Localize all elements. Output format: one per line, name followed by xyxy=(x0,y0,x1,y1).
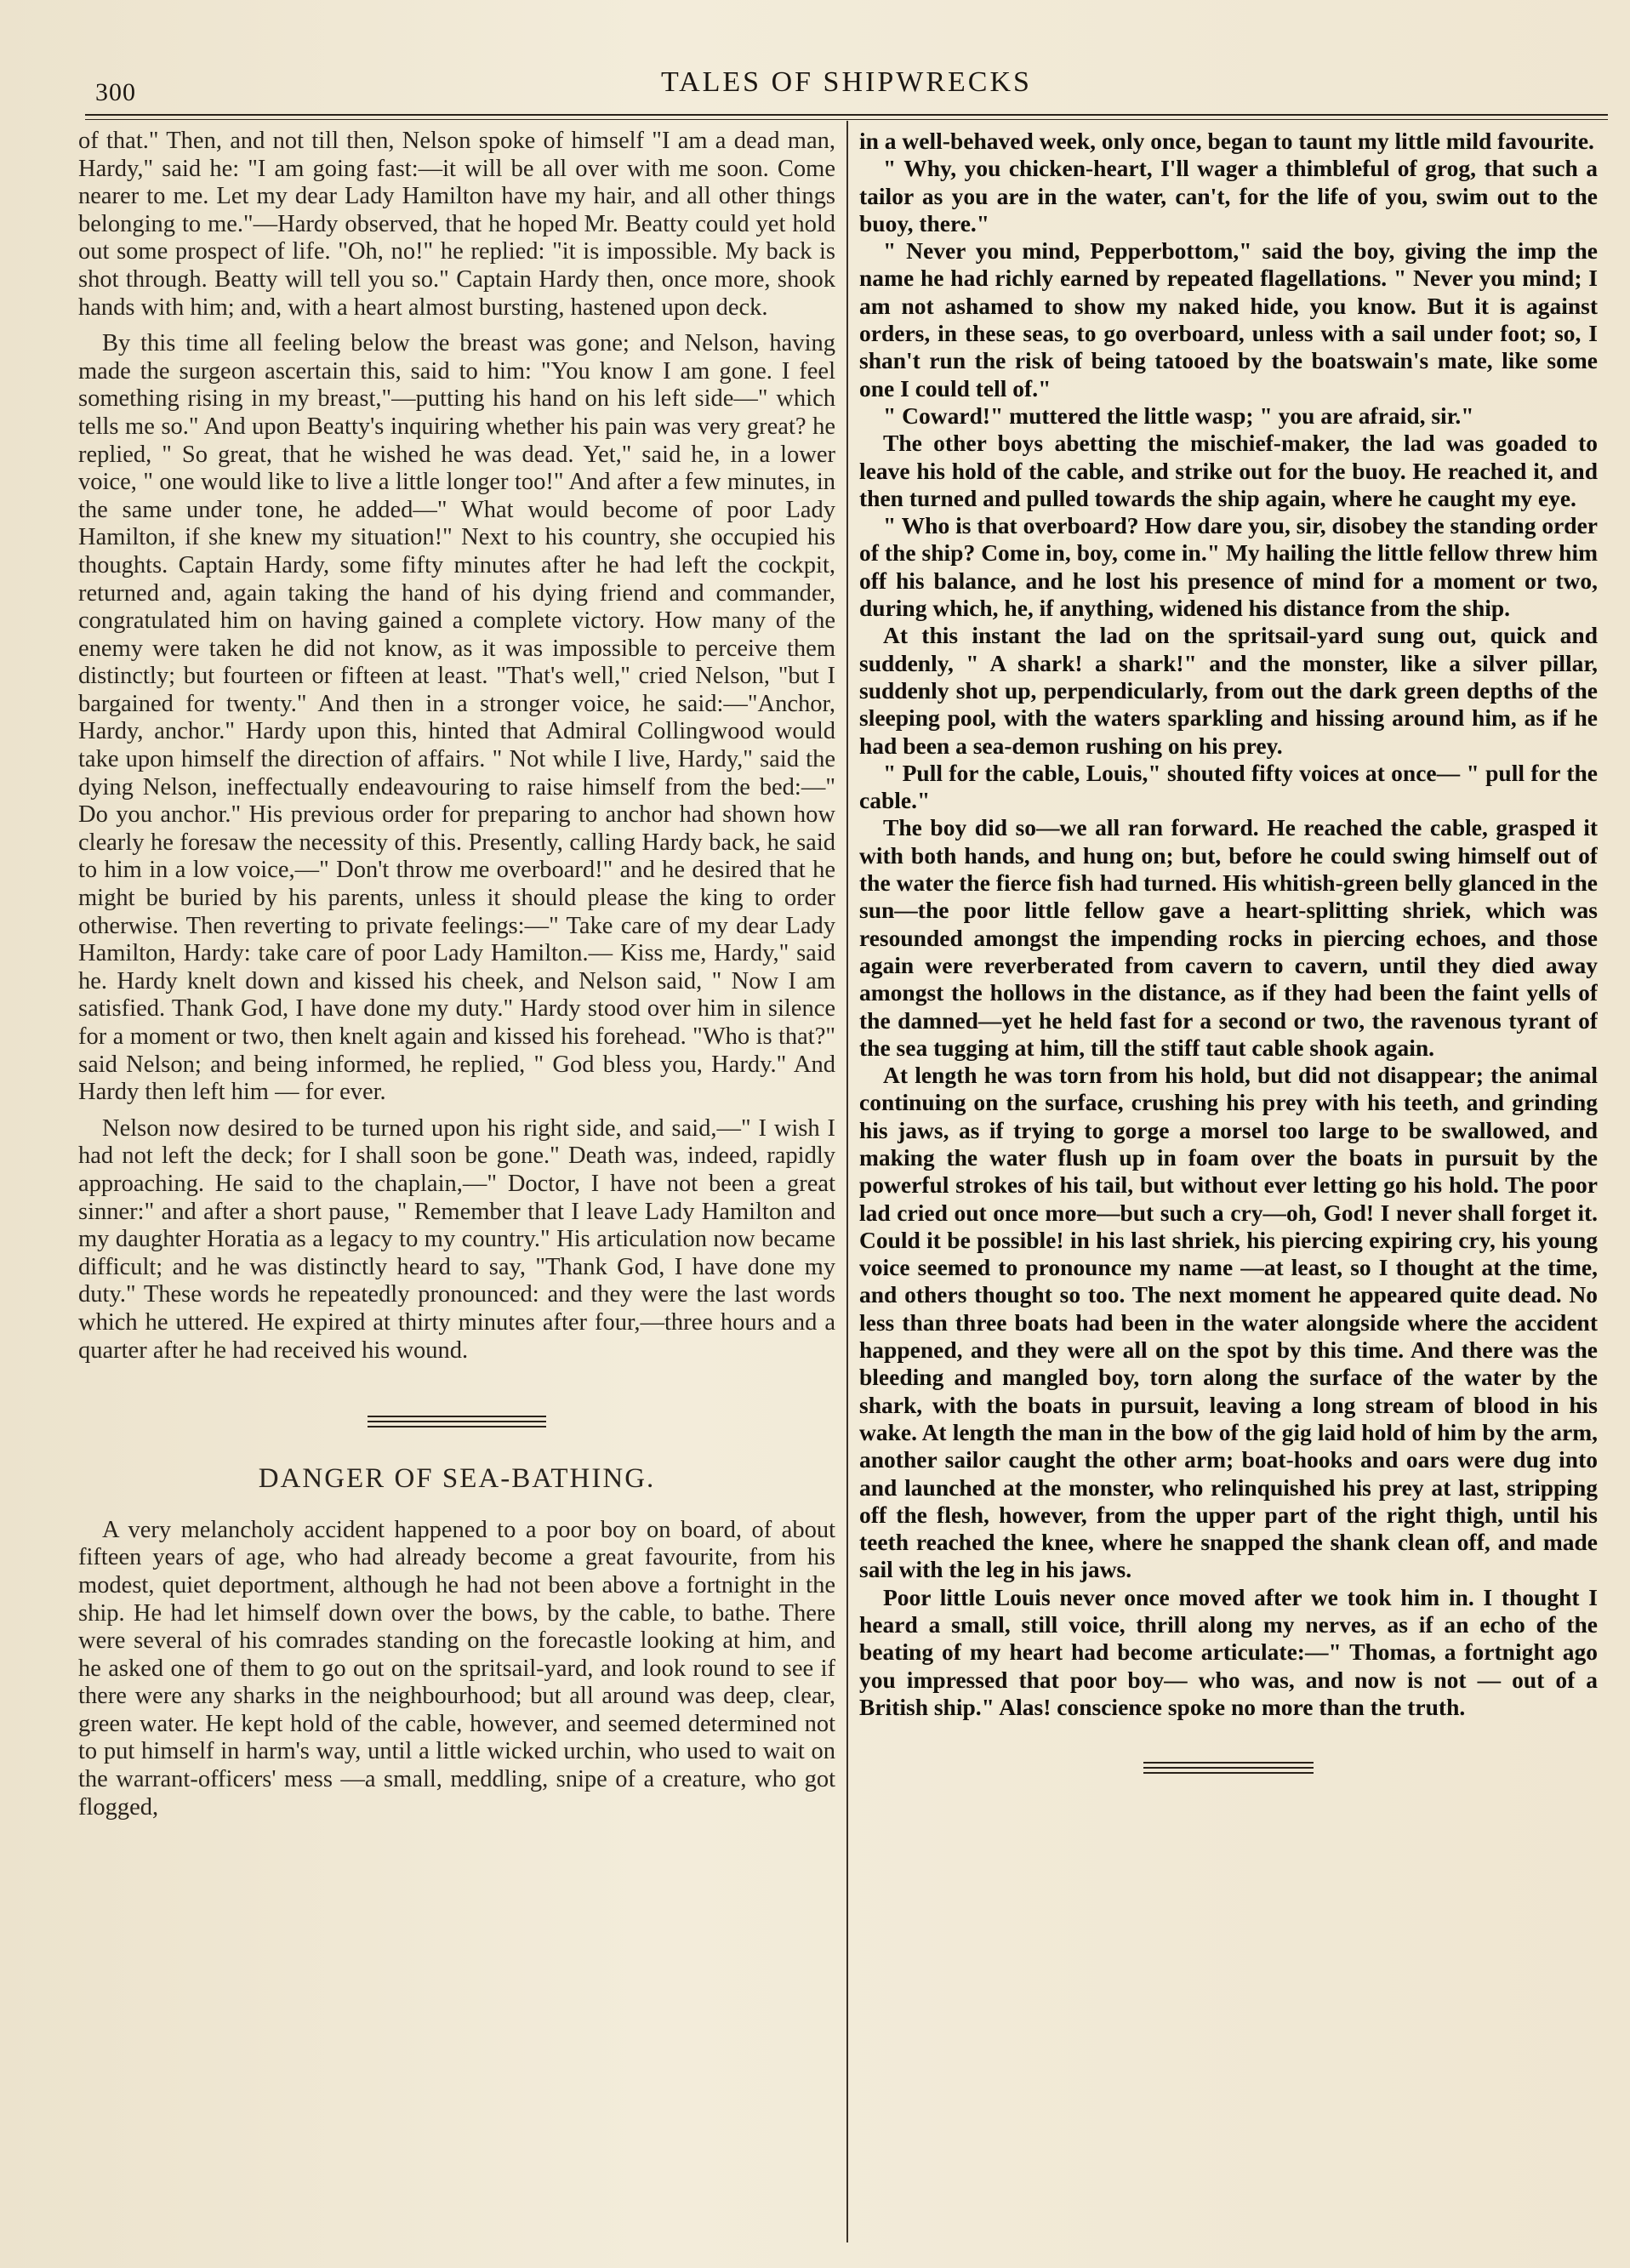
right-column xyxy=(859,128,1598,2234)
paragraph: The boy did so—we all ran forward. He reached the cable, grasped it with both hands, and hung on; but, before he could swing himself out of the water the fierce fish had turned. His whitish-green belly glanced in the sun—the poor little fellow gave a heart-splitting shriek, which was resounded amongst the impending rocks in piercing echoes, and those again were reverberated from cavern to cavern, until they died away amongst the hollows in the distance, as if they had been the faint yells of the damned—yet he held fast for a second or two, the ravenous tyrant of the sea tugging at him, till the stiff taut cable shook again. xyxy=(859,814,1598,1061)
paragraph: " Never you mind, Pepperbottom," said the boy, giving the imp the name he had richly earned by repeated flagellations. " Never you mind; I am not ashamed to show my naked hide, you know. But it is against orders, in these seas, to go overboard, unless with a sail under foot; so, I shan't run the risk of being tatooed by the boatswain's mate, like some one I could tell of." xyxy=(859,237,1598,402)
paragraph: in a well-behaved week, only once, began to taunt my little mild favourite. xyxy=(859,128,1594,154)
paragraph: " Why, you chicken-heart, I'll wager a thimbleful of grog, that such a tailor as you are in the water, can't, for the life of you, swim out to the buoy, there." xyxy=(859,155,1598,236)
paragraph: " Who is that overboard? How dare you, sir, disobey the standing order of the ship? Come in, boy, come in." My hailing the little fellow threw him off his balance, and he lost his presence of mind for a moment or two, during which, he, if anything, widened his distance from the ship. xyxy=(859,512,1598,622)
running-title: TALES OF SHIPWRECKS xyxy=(661,66,1032,98)
section-title: DANGER OF SEA-BATHING. xyxy=(258,1463,656,1495)
paragraph: By this time all feeling below the breast was gone; and Nelson, having made the surgeon ascertain this, said to him: "You know I am gone. I feel something rising in my breast,"—putting his hand on his left side—" which tells me so." And upon Beatty's inquiring whether his pain was very great? he replied, " So great, that he wished he was dead. Yet," said he, in a lower voice, " one would like to live a little longer too!" And after a few minutes, in the same under tone, he added—" What would become of poor Lady Hamilton, if she knew my situation!" Next to his country, she occupied his thoughts. Captain Hardy, some fifty minutes after he had left the cockpit, returned and, again taking the hand of his dying friend and commander, congratulated him on having gained a complete victory. How many of the enemy were taken he did not know, as it was impossible to perceive them distinctly; but fourteen or fifteen at least. "That's well," cried Nelson, "but I bargained for twenty." And then in a stronger voice, he said:—"Anchor, Hardy, anchor." Hardy upon this, hinted that Admiral Collingwood would take upon himself the direction of affairs. " Not while I live, Hardy," said the dying Nelson, ineffectually endeavouring to raise himself from the bed:—" Do you anchor." His previous order for preparing to anchor had shown how clearly he foresaw the necessity of this. Presently, calling Hardy back, he said to him in a low voice,—" Don't throw me overboard!" and he desired that he might be buried by his parents, unless it should please the king to order otherwise. Then reverting to private feelings:—" Take care of my dear Lady Hamilton, Hardy: take care of poor Lady Hamilton.— Kiss me, Hardy," said he. Hardy knelt down and kissed his cheek, and Nelson said, " Now I am satisfied. Thank God, I have done my duty." Hardy stood over him in silence for a moment or two, then knelt again and kissed his forehead. "Who is that?" said Nelson; and being informed, he replied, " God bless you, Hardy." And Hardy then left him — for ever. xyxy=(78,330,835,1106)
page-header xyxy=(85,61,1608,112)
paragraph: Nelson now desired to be turned upon his right side, and said,—" I wish I had not left the deck; for I shall soon be gone." Death was, indeed, rapidly approaching. He said to the chaplain,—" Doctor, I have not been a great sinner:" and after a short pause, " Remember that I leave Lady Hamilton and my daughter Horatia as a legacy to my country." His articulation now became difficult; and he was distinctly heard to say, "Thank God, I have done my duty." These words he repeatedly pronounced: and they were the last words which he uttered. He expired at thirty minutes after four,—three hours and a quarter after he had received his wound. xyxy=(78,1114,835,1364)
page-number: 300 xyxy=(95,78,136,106)
paragraph: " Coward!" muttered the little wasp; " you are afraid, sir." xyxy=(883,402,1474,429)
header-rule-thin xyxy=(85,119,1608,120)
paragraph: A very melancholy accident happened to a poor boy on board, of about fifteen years of age, who had already become a great favourite, from his modest, quiet deportment, although he had not been above a fortnight in the ship. He had let himself down over the bows, by the cable, to bathe. There were several of his comrades standing on the forecastle looking at him, and he asked one of them to go out on the spritsail-yard, and look round to see if there were any sharks in the neighbourhood; but all around was deep, clear, green water. He kept hold of the cable, however, and seemed determined not to put himself in harm's way, until a little wicked urchin, who used to wait on the warrant-officers' mess —a small, meddling, snipe of a creature, who got flogged, xyxy=(78,1516,835,1821)
paragraph: " Pull for the cable, Louis," shouted fifty voices at once— " pull for the cable." xyxy=(859,759,1598,814)
paragraph: of that." Then, and not till then, Nelson spoke of himself "I am a dead man, Hardy," said he: "I am going fast:—it will be all over with me soon. Come nearer to me. Let my dear Lady Hamilton have my hair, and all other things belonging to me."—Hardy observed, that he hoped Mr. Beatty could yet hold out some prospect of life. "Oh, no!" he replied: "it is impossible. My back is shot through. Beatty will tell you so." Captain Hardy then, once more, shook hands with him; and, with a heart almost bursting, hastened upon deck. xyxy=(78,128,835,321)
column-divider xyxy=(846,121,848,2242)
header-rule xyxy=(85,114,1608,116)
end-ornament xyxy=(1143,1762,1314,1774)
left-column xyxy=(78,128,835,2234)
paragraph: At length he was torn from his hold, but did not disappear; the animal continuing on the surface, crushing his prey with his teeth, and grinding his jaws, as if trying to gorge a morsel too large to be swallowed, and making the water flush up in foam over the boats in pursuit by the powerful strokes of his tail, but without ever letting go his hold. The poor lad cried out once more—but such a cry—oh, God! I never shall forget it. Could it be possible! in his last shriek, his piercing expiring cry, his young voice seemed to pronounce my name —at least, so I thought at the time, and others thought so too. The next moment he appeared quite dead. No less than three boats had been in the water alongside where the accident happened, and they were all on the spot by this time. And there was the bleeding and mangled boy, torn along the surface of the water by the shark, with the boats in pursuit, leaving a long stream of blood in his wake. At length the man in the bow of the gig laid hold of him by the arm, another sailor caught the other arm; boat-hooks and oars were dug into and launched at the monster, who relinquished his prey at last, stripping off the flesh, however, from the upper part of the right thigh, until his teeth reached the knee, where he snapped the shank clean off, and made sail with the leg in his jaws. xyxy=(859,1062,1598,1583)
paragraph: At this instant the lad on the spritsail-yard sung out, quick and suddenly, " A shark! a shark!" and the monster, like a silver pillar, suddenly shot up, perpendicularly, from out the dark green depths of the sleeping pool, with the waters sparkling and hissing around him, as if he had been a sea-demon rushing on his prey. xyxy=(859,622,1598,759)
paragraph: The other boys abetting the mischief-maker, the lad was goaded to leave his hold of the cable, and strike out for the buoy. He reached it, and then turned and pulled towards the ship again, where he caught my eye. xyxy=(859,430,1598,511)
section-ornament xyxy=(368,1416,546,1427)
paragraph: Poor little Louis never once moved after we took him in. I thought I heard a small, still voice, thrill along my nerves, as if an echo of the beating of my heart had become articulate:—" Thomas, a fortnight ago you impressed that poor boy— who was, and now is not — out of a British ship." Alas! conscience spoke no more than the truth. xyxy=(859,1583,1598,1720)
